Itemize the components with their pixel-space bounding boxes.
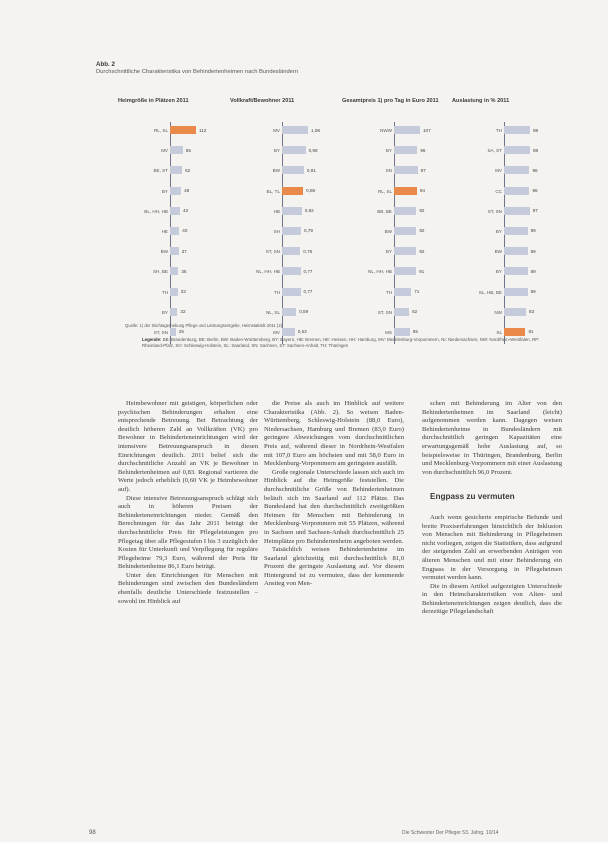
category-label: BY <box>495 228 502 234</box>
bar <box>394 288 411 296</box>
paragraph: Große regionale Unterschiede lassen sich auch im Hinblick auf die Heimgröße feststellen. Die durchschnittliche Größe von Behindertenheimen beläuft sich im Saarland auf 112 Plätze. Das Bundesland hat den durchschnittlich zweitgrößten Heimen für Menschen mit Behinderung in Mecklenburg-Vorpommern mit 55 Plätzen, während in Sachsen und Sachsen-Anhalt durchschnittlich 25 Heimplätze pro Behindertenheim angeboten werden. <box>264 468 404 545</box>
bar <box>282 207 302 215</box>
chart-row <box>230 304 346 324</box>
chart-row <box>230 122 346 142</box>
figure-legend <box>142 337 542 349</box>
category-label: BY <box>161 188 168 194</box>
value-label: 96 <box>532 188 538 194</box>
value-label: 52 <box>185 167 191 173</box>
value-label: 40 <box>182 228 188 234</box>
category-label: NL, HH, HB <box>256 269 280 275</box>
bar <box>282 187 303 195</box>
figure-label: Abb. 2 <box>96 61 115 68</box>
bar <box>282 126 308 134</box>
value-label: 1,08 <box>311 127 320 133</box>
bar <box>170 288 178 296</box>
chart-row <box>230 183 346 203</box>
category-label: SL <box>496 329 502 335</box>
chart-row <box>452 203 568 223</box>
paragraph: Diese intensive Betreuungsanspruch schlägt sich auch in höheren Preisen der Behinderteneinrichtungen nieder. Gemäß den Berechnungen für das Jahr 2011 beträgt der durchschnittliche Preis für Pflegeleistungen pro Pflegetag über alle Pflegestufen I bis 3 zuzüglich der Kosten für Unterkunft und Verpflegung für reguläre Pflegeheime 79,3 Euro, während der Preis für Behindertenheime 86,1 Euro beträgt. <box>118 494 258 571</box>
value-label: 92 <box>419 208 425 214</box>
bar <box>504 247 528 255</box>
value-label: 43 <box>182 208 189 214</box>
value-label: 89 <box>530 228 536 234</box>
paragraph: Die in diesem Artikel aufgezeigten Unterschiede in den Heimcharakteristiken von Alten- und Behinderteneinrichtungen zeigen deutlich, dass die derzeitige Pflegelandschaft <box>422 582 562 616</box>
category-label: MV <box>273 329 280 335</box>
chart-auslastung <box>452 98 568 344</box>
category-label: BY <box>161 309 168 315</box>
bar <box>170 146 183 154</box>
bar <box>504 227 528 235</box>
chart-row <box>230 243 346 263</box>
bar <box>170 207 180 215</box>
article-column-1 <box>118 400 258 606</box>
bar <box>504 166 529 174</box>
value-label: 107 <box>423 127 431 133</box>
category-label: HE <box>161 228 168 234</box>
chart-row <box>230 223 346 243</box>
value-label: 0,59 <box>299 309 309 315</box>
category-label: CC <box>495 188 502 194</box>
category-label: SH <box>273 228 280 234</box>
value-label: 37 <box>181 248 187 254</box>
bar <box>394 166 418 174</box>
value-label: 62 <box>412 309 418 315</box>
value-label: 25 <box>178 329 184 335</box>
chart-row <box>342 183 458 203</box>
value-label: 0,77 <box>303 268 313 274</box>
bar <box>282 146 306 154</box>
bar <box>170 308 177 316</box>
legend-title: Legende: <box>142 337 162 342</box>
value-label: 65 <box>412 329 418 335</box>
chart-row <box>452 162 568 182</box>
bar <box>504 267 528 275</box>
value-label: 0,82 <box>304 208 314 214</box>
chart-row <box>118 203 234 223</box>
category-label: BY <box>385 249 392 255</box>
paragraph: Tatsächlich weisen Behindertenheime im Saarland gleichzeitig mit durchschnittlich 81,0 Prozent die geringste Auslastung auf. Vor diesem Hintergrund ist zu vermuten, dass der kommende Anstieg von Men- <box>264 546 404 588</box>
category-label: BB, BE <box>377 208 392 214</box>
category-label: MV <box>273 128 280 133</box>
chart-row <box>230 284 346 304</box>
chart-row <box>118 183 234 203</box>
category-label: SN <box>385 168 392 174</box>
bar <box>394 187 417 195</box>
chart-row <box>118 122 234 142</box>
value-label: 112 <box>199 127 207 133</box>
category-label: HB <box>273 208 280 214</box>
chart-row <box>342 304 458 324</box>
value-label: 89 <box>530 268 536 274</box>
value-label: 0,79 <box>304 228 313 234</box>
value-label: 0,53 <box>297 329 307 335</box>
paragraph: die Preise als auch im Hinblick auf weitere Charakteristika (Abb. 2). So weisen Baden-Württemberg, Schleswig-Holstein (88,0 Euro), Niedersachsen, Hamburg und Bremen (83,0 Euro) geringere Abweichungen vom durchschnittlichen Preis auf, während dieser in Nordrhein-Westfalen mit 107,0 Euro am höchsten und mit 58,0 Euro in Mecklenburg-Vorpommern am geringsten ausfällt. <box>264 400 404 468</box>
bar <box>282 227 301 235</box>
category-label: NWW <box>380 128 392 133</box>
value-label: 96 <box>532 167 538 173</box>
category-label: RL, SL <box>153 128 168 133</box>
bar <box>282 166 304 174</box>
bar <box>282 288 301 296</box>
value-label: 71 <box>414 289 420 294</box>
bar <box>394 267 416 275</box>
category-label: SH, BE <box>152 269 168 275</box>
category-label: BL, HH, HB <box>144 208 168 214</box>
bar <box>394 227 416 235</box>
bar <box>504 207 530 215</box>
value-label: 97 <box>532 208 538 214</box>
article-column-2 <box>264 400 404 589</box>
value-label: 97 <box>420 167 426 173</box>
category-label: BY <box>385 148 392 154</box>
bar <box>504 328 525 336</box>
value-label: 94 <box>419 188 425 194</box>
paragraph: schen mit Behinderung im Alter von den Behindertenheimen im Saarland (leicht) aufgenommen werden kann. Dagegen weisen Behindertenheime in Bundesländern mit durchschnittlich geringen Kapazitäten eine erwartungsgemäß hohe Auslastung auf, so beispielsweise in Thüringen, Brandenburg, Berlin und Mecklenburg-Vorpommern mit einer Auslastung von durchschnittlich 96,0 Prozent. <box>422 400 562 476</box>
chart-row <box>342 243 458 263</box>
chart-row <box>342 223 458 243</box>
subheading: Engpass zu vermuten <box>430 492 515 502</box>
chart-row <box>452 243 568 263</box>
category-label: BW <box>160 249 168 255</box>
category-label: BY <box>495 269 502 275</box>
bar <box>504 146 530 154</box>
journal-name: Die Schwester Der Pfleger 53. Jahrg. 10/14 <box>402 830 499 836</box>
chart-row <box>118 223 234 243</box>
figure-source: Quelle: 1) der Stichtagerhebung Pflege und Leistungsentgelte, Heimstatistik 2011 (2) <box>125 323 283 328</box>
category-label: ST, SN <box>265 249 280 255</box>
chart-row <box>342 142 458 162</box>
bar <box>170 267 178 275</box>
chart-title: Heimgröße in Plätzen 2011 <box>118 98 189 104</box>
value-label: 89 <box>530 248 536 254</box>
legend-text: BB: Brandenburg, BE: Berlin, BW: Baden-Württemberg, BY: Bayern, HB: Bremen, HE: Hessen, HH: Hamburg, MV: Mecklenburg-Vorpommern, NI: Niedersachsen, NW: Nordrhein-Westfalen, RP: Rheinland-Pfalz, SH: Schleswig-Holstein, SL: Saarland, SN: Sachsen, ST: Sachsen-Anhalt, TH: Thüringen <box>142 337 540 348</box>
bar <box>504 288 528 296</box>
chart-title: Vollkraft/Bewohner 2011 <box>230 98 295 104</box>
value-label: 36 <box>181 268 187 274</box>
chart-row <box>342 203 458 223</box>
category-label: NW <box>494 309 502 315</box>
category-label: ST, SN <box>487 208 502 214</box>
chart-row <box>452 223 568 243</box>
category-label: MV <box>161 148 168 154</box>
category-label: ST, SN <box>377 309 392 315</box>
chart-vollkraft <box>230 98 346 344</box>
chart-row <box>342 284 458 304</box>
bar <box>170 328 176 336</box>
value-label: 48 <box>184 188 190 194</box>
category-label: NL, SL <box>265 309 280 315</box>
category-label: MS <box>385 329 392 335</box>
chart-row <box>342 162 458 182</box>
bar <box>282 267 301 275</box>
chart-row <box>452 122 568 142</box>
page-number: 98 <box>89 830 96 836</box>
chart-row <box>342 122 458 142</box>
value-label: 98 <box>533 147 539 153</box>
chart-heimgroesse <box>118 98 234 344</box>
bar <box>504 187 529 195</box>
bar <box>394 247 416 255</box>
bar <box>394 126 420 134</box>
category-label: MV <box>495 168 502 174</box>
chart-row <box>452 263 568 283</box>
chart-row <box>118 284 234 304</box>
article-column-3 <box>422 400 562 617</box>
paragraph: Unter den Einrichtungen für Menschen mit Behinderungen sind zwischen den Bundesländern ebenfalls deutliche Unterschiede festzustellen – sowohl im Hinblick auf <box>118 571 258 605</box>
bar <box>504 308 526 316</box>
paragraph: Heimbewohner mit geistigen, körperlichen oder psychischen Behinderungen erhalten eine entsprechende Betreuung. Bei Betrachtung der deutlich höheren Zahl an Vollkräften (VK) pro Bewohner in Behinderteneinrichtungen wird der intensivere Betreuungsanspruch in diesen Einrichtungen deutlich. 2011 belief sich die durchschnittliche Anzahl an VK je Bewohner in Behindertenheimen auf 0,83. Regional variieren die Werte jedoch erheblich (0,60 VK je Heimbewohner auf). <box>118 400 258 493</box>
category-label: TH <box>385 289 392 295</box>
category-label: NL, HH, HB <box>368 269 392 275</box>
chart-gesamtpreis <box>342 98 458 344</box>
category-label: TH <box>161 289 168 295</box>
category-label: BE, ST <box>153 168 168 174</box>
bar <box>504 126 530 134</box>
value-label: 81 <box>528 329 534 335</box>
category-label: SL, HB, BE <box>478 289 502 295</box>
bar <box>282 247 300 255</box>
chart-row <box>452 142 568 162</box>
category-label: TH <box>495 128 502 133</box>
figure-title: Durchschnittliche Charakteristika von Behindertenheimen nach Bundesländern <box>96 69 299 75</box>
bar <box>170 187 181 195</box>
chart-row <box>118 142 234 162</box>
chart-row <box>342 263 458 283</box>
chart-row <box>118 162 234 182</box>
value-label: 92 <box>419 228 425 234</box>
value-label: 0,76 <box>303 248 313 254</box>
value-label: 83 <box>529 309 535 315</box>
bar <box>394 328 410 336</box>
bar <box>170 247 179 255</box>
bar <box>170 227 179 235</box>
value-label: 98 <box>533 127 539 133</box>
value-label: 0,98 <box>308 147 318 153</box>
category-label: SA, ST <box>487 148 502 154</box>
category-label: BW <box>384 228 392 234</box>
bar <box>394 207 416 215</box>
paragraph: Auch wenn gesicherte empirische Befunde und breite Praxiserfahrungen hinsichtlich der Inklusion von Menschen mit Behinderung in Pflegeheimen nicht vorliegen, zeigen die Statistiken, dass aufgrund der steigenden Zahl an erwerbenden Anträgen von älteren Menschen und mit einer Behinderung ein Engpass in der Versorgung in Pflegeheimen vermutet werden kann. <box>422 513 562 582</box>
chart-row <box>230 162 346 182</box>
category-label: BW <box>494 249 502 255</box>
bar <box>394 146 417 154</box>
value-label: 96 <box>420 147 426 153</box>
bar <box>282 308 296 316</box>
category-label: BY <box>273 148 280 154</box>
category-label: ST, SN <box>153 329 168 335</box>
category-label: BL, TL <box>266 188 280 194</box>
chart-row <box>118 263 234 283</box>
value-label: 32 <box>180 309 186 315</box>
value-label: 92 <box>419 248 425 254</box>
chart-row <box>230 203 346 223</box>
chart-row <box>230 263 346 283</box>
chart-row <box>452 304 568 324</box>
chart-row <box>118 304 234 324</box>
chart-title: Gesamtpreis 1) pro Tag in Euro 2011 <box>342 98 439 104</box>
bar <box>170 166 182 174</box>
chart-row <box>230 142 346 162</box>
category-label: RL, SL <box>377 188 392 194</box>
value-label: 55 <box>185 147 191 153</box>
chart-row <box>452 183 568 203</box>
category-label: TH <box>273 289 280 295</box>
value-label: 0,88 <box>306 188 316 194</box>
bar <box>282 328 295 336</box>
value-label: 0,77 <box>303 289 313 294</box>
value-label: 89 <box>530 289 536 294</box>
bar <box>170 126 196 134</box>
bar <box>394 308 409 316</box>
chart-title: Auslastung in % 2011 <box>452 98 510 104</box>
value-label: 0,91 <box>306 167 316 173</box>
chart-row <box>118 243 234 263</box>
chart-row <box>452 284 568 304</box>
value-label: 33 <box>180 289 186 294</box>
value-label: 91 <box>419 268 425 274</box>
category-label: BW <box>272 168 280 174</box>
